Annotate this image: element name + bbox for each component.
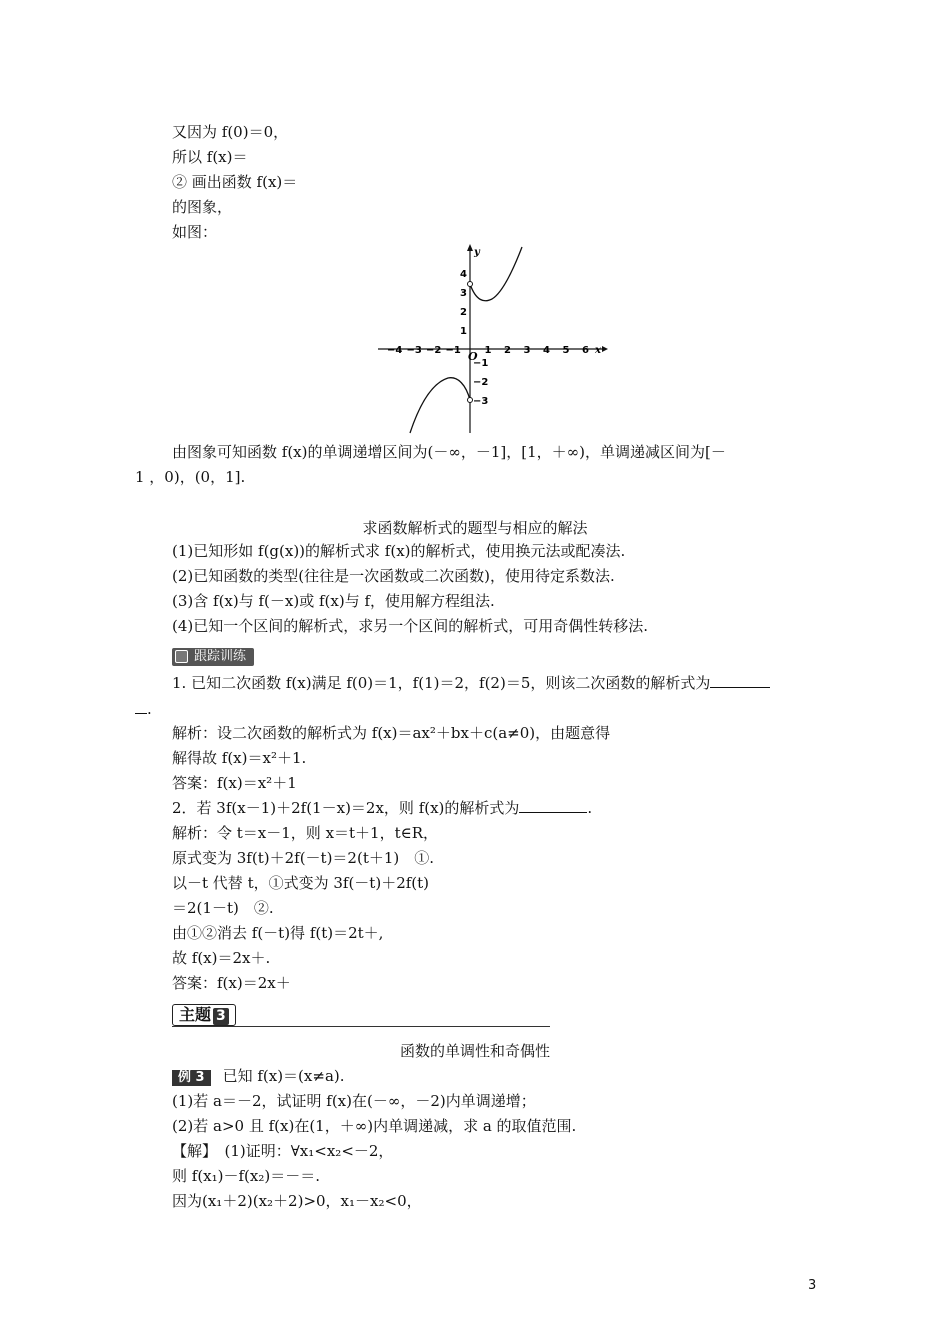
y-tick-label: 4 (460, 269, 467, 280)
method-title: 求函数解析式的题型与相应的解法 (362, 519, 588, 537)
x-tick-label: 1 (484, 345, 492, 356)
text-line: 如图： (172, 223, 218, 241)
text-line: 的图象， (172, 198, 233, 216)
curve-left-branch (410, 378, 470, 433)
x-tick-label: 6 (582, 345, 589, 356)
text-line: . (135, 699, 152, 719)
training-badge: 跟踪训练 (172, 646, 254, 664)
text-line: (2)若 a>0 且 f(x)在(1，＋∞)内单调递减，求 a 的取值范围. (172, 1117, 577, 1135)
method-item: (4)已知一个区间的解析式，求另一个区间的解析式，可用奇偶性转移法. (172, 617, 649, 635)
answer-blank (519, 798, 587, 813)
y-axis-arrow (467, 244, 473, 251)
text-line: 解析：令 t＝x－1，则 x＝t＋1，t∈R， (172, 824, 439, 842)
x-tick-label: −2 (426, 345, 442, 356)
origin-label: O (468, 350, 478, 363)
text-line: 原式变为 3f(t)＋2f(－t)＝2(t＋1) ①. (172, 849, 435, 867)
theme-tag: 主题 3 (172, 1004, 236, 1026)
method-item: (1)已知形如 f(g(x))的解析式求 f(x)的解析式，使用换元法或配凑法. (172, 542, 626, 560)
x-tick-label: 4 (543, 345, 550, 356)
y-tick-label: −1 (473, 358, 489, 369)
text-line: 【解】 (1)证明：∀x₁<x₂<－2， (172, 1142, 394, 1160)
answer-line: 答案：f(x)＝x²＋1 (172, 774, 297, 792)
answer-line: 答案：f(x)＝2x＋ (172, 974, 291, 992)
theme-header (172, 1004, 550, 1027)
y-tick-label: −2 (473, 377, 489, 388)
x-axis-arrow (602, 346, 608, 352)
text-line: 以－t 代替 t，①式变为 3f(－t)＋2f(t) (172, 874, 430, 892)
x-tick-label: 3 (523, 345, 531, 356)
x-tick-label: −3 (406, 345, 422, 356)
text-line: 则 f(x₁)－f(x₂)＝－＝. (172, 1167, 320, 1185)
question-2: 2．若 3f(x－1)＋2f(1－x)＝2x，则 f(x)的解析式为 . (172, 799, 593, 817)
text-line: 解析：设二次函数的解析式为 f(x)＝ax²＋bx＋c(a≠0)，由题意得 (172, 724, 611, 742)
x-tick-label: −1 (445, 345, 461, 356)
text-line: 由图象可知函数 f(x)的单调递增区间为(－∞，－1]，[1，＋∞)，单调递减区间为[－ (172, 443, 726, 461)
theme-title: 函数的单调性和奇偶性 (399, 1042, 550, 1060)
x-tick-label: 2 (504, 345, 511, 356)
check-icon (175, 650, 188, 663)
page-number: 3 (808, 1278, 817, 1293)
example-tag: 例 3 (172, 1070, 211, 1086)
method-item: (3)含 f(x)与 f(－x)或 f(x)与 f，使用解方程组法. (172, 592, 495, 610)
y-tick-label: −3 (473, 396, 489, 407)
text-line: 由①②消去 f(－t)得 f(t)＝2t＋, (172, 924, 384, 942)
x-tick-label: 5 (562, 345, 570, 356)
open-point-lower (468, 398, 473, 403)
text-line: 因为(x₁＋2)(x₂＋2)>0，x₁－x₂<0， (172, 1192, 422, 1210)
text-line: 又因为 f(0)＝0， (172, 123, 289, 141)
open-point-upper (468, 282, 473, 287)
x-axis-label: x (595, 345, 601, 356)
y-axis-label: y (474, 247, 480, 258)
text-line: 1 ，0)，(0，1]. (135, 468, 246, 486)
text-line: 故 f(x)＝2x＋. (172, 949, 271, 967)
text-line: ② 画出函数 f(x)＝ (172, 173, 298, 191)
answer-blank (135, 699, 147, 714)
y-tick-label: 3 (460, 288, 467, 299)
answer-blank (710, 673, 770, 688)
example-stem: 例 3 已知 f(x)＝(x≠a). (172, 1066, 345, 1086)
text-line: ＝2(1－t) ②. (172, 899, 274, 917)
text-line: (1)若 a＝－2，试证明 f(x)在(－∞，－2)内单调递增； (172, 1092, 536, 1110)
question-1: 1. 已知二次函数 f(x)满足 f(0)＝1，f(1)＝2，f(2)＝5，则该二次函数的解析式为 (172, 673, 770, 693)
text-line: 解得故 f(x)＝x²＋1. (172, 749, 307, 767)
method-item: (2)已知函数的类型(往往是一次函数或二次函数)，使用待定系数法. (172, 567, 615, 585)
function-graph (376, 243, 616, 435)
y-tick-label: 1 (460, 326, 467, 337)
y-tick-label: 2 (460, 307, 467, 318)
x-tick-label: −4 (387, 345, 403, 356)
text-line: 所以 f(x)＝ (172, 148, 248, 166)
